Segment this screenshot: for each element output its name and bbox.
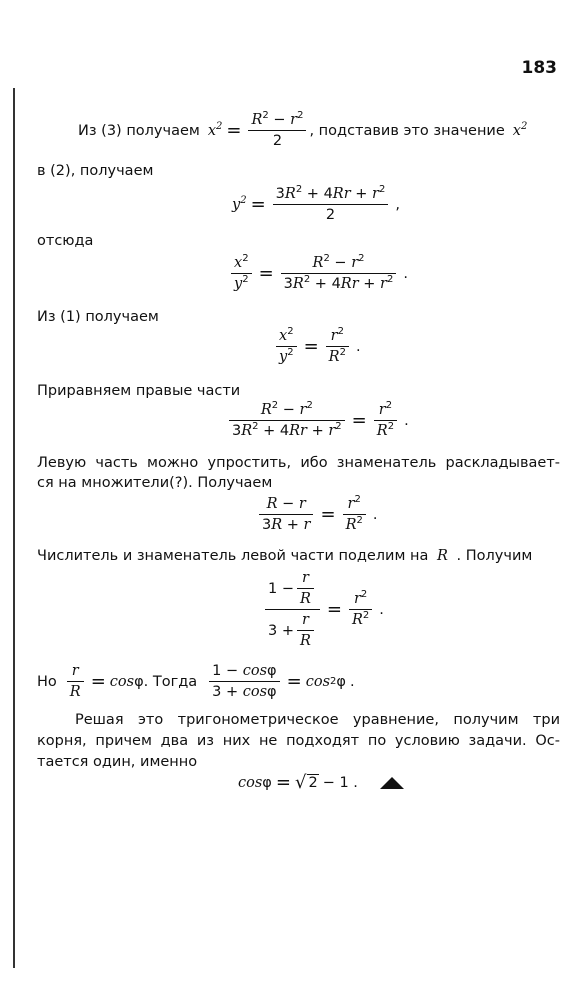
text-line: Приравняем правые части xyxy=(37,383,241,399)
equation-ratio-2: $\frac{x^2}{y^2}$ = $\frac{r^2}{R^2}$ . xyxy=(273,328,361,365)
text-line: Решая это тригонометрическое уравнение, получим три xyxy=(75,712,560,728)
equation-divided: 1 − $\frac{r}{R}$ 3 + $\frac{r}{R}$ = $\frac{r^2}{R^2}$ . xyxy=(262,570,384,649)
text-line: . Тогда xyxy=(143,673,198,690)
text-line: Но xyxy=(37,673,57,690)
equation-x-squared: Из (3) получаем $x^2$ = $\frac{R^2 - r^2}{2}$ , подставив это значение $x^2$ xyxy=(78,110,528,149)
text-line: Числитель и знаменатель левой части поделим на R . Получим xyxy=(37,548,533,564)
text-line: ся на множители(?). Получаем xyxy=(37,475,273,491)
text-line: Из (3) получаем xyxy=(78,122,200,139)
end-triangle-icon xyxy=(380,777,404,789)
text-line: отсюда xyxy=(37,233,94,249)
text-line: тается один, именно xyxy=(37,754,198,770)
text-line: Левую часть можно упростить, ибо знаменатель раскладывает- xyxy=(37,455,560,471)
text-line: корня, причем два из них не подходят по условию задачи. Ос- xyxy=(37,733,560,749)
page-number: 183 xyxy=(521,58,557,78)
text-line: в (2), получаем xyxy=(37,163,154,179)
text-line: , подставив это значение xyxy=(309,122,505,139)
equation-cos-substitution: Но $\frac{r}{R}$ = cos φ . Тогда $\frac{1 - \cos\varphi}{3 + \cos\varphi}$ = cos 2 φ . xyxy=(37,663,355,700)
equation-simplified: $\frac{R - r}{3R + r}$ = $\frac{r^2}{R^2}$ . xyxy=(256,496,377,533)
text-line: Из (1) получаем xyxy=(37,309,159,325)
equation-final: cos φ = √ 2 − 1 . xyxy=(238,772,404,793)
text-line: Числитель и знаменатель левой части поделим на xyxy=(37,548,429,564)
equation-y-squared: $y^2$ = $\frac{3R^2 + 4Rr + r^2}{2}$ , xyxy=(232,184,400,223)
text-line: . Получим xyxy=(456,548,533,564)
page-edge-line xyxy=(13,88,15,968)
equation-equal-right-parts: $\frac{R^2 - r^2}{3R^2 + 4Rr + r^2}$ = $\frac{r^2}{R^2}$ . xyxy=(226,402,409,439)
equation-ratio-1: $\frac{x^2}{y^2}$ = $\frac{R^2 - r^2}{3R^2 + 4Rr + r^2}$ . xyxy=(228,255,408,292)
